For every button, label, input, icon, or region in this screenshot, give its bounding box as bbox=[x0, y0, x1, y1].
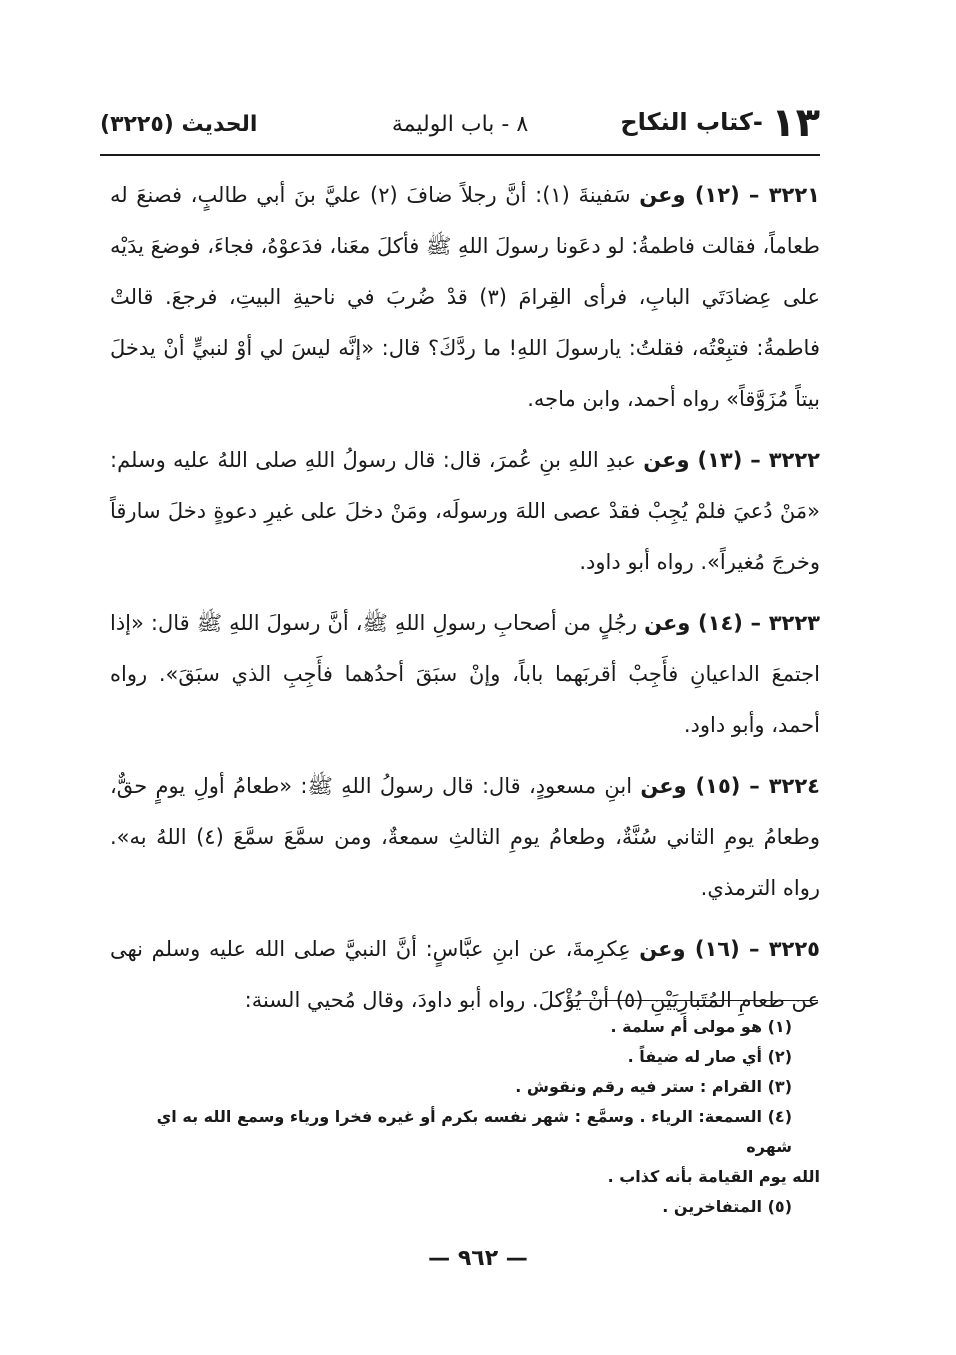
footnote-4: (٤) السمعة: الرياء . وسمَّع : شهر نفسه بكرم أو غيره فخرا ورياء وسمع الله به اي شهره bbox=[156, 1107, 792, 1156]
hadith-3223 bbox=[110, 598, 820, 751]
hadith-3225 bbox=[110, 924, 820, 1026]
hadith-range: الحديث (٣٢٢٥) bbox=[100, 112, 258, 137]
footnotes bbox=[120, 1012, 820, 1222]
footnote-divider bbox=[568, 1000, 818, 1001]
hadith-3221 bbox=[110, 170, 820, 425]
book-title-text: -كتاب النكاح bbox=[620, 108, 763, 136]
page-header bbox=[100, 92, 820, 152]
page-number: — ٩٦٢ — bbox=[428, 1246, 528, 1271]
footnote-4-continued: الله يوم القيامة بأنه كذاب . bbox=[607, 1167, 820, 1186]
hadith-number: ٣٢٢١ – (١٢) وعن bbox=[639, 183, 820, 207]
footnote-3: (٣) القرام : ستر فيه رقم ونقوش . bbox=[515, 1077, 792, 1096]
main-text bbox=[110, 170, 820, 1036]
hadith-text: رجُلٍ من أصحابِ رسولِ اللهِ ﷺ، أنَّ رسولَ اللهِ ﷺ قال: «إذا اجتمعَ الداعيانِ فأَجِبْ أقربَهما باباً، وإنْ سبَقَ أحدُهما فأَجِبِ الذي سبَقَ». رواه أحمد، وأبو داود. bbox=[110, 611, 820, 737]
header-divider bbox=[100, 154, 820, 156]
hadith-text: سَفينةَ (١): أنَّ رجلاً ضافَ (٢) عليَّ بنَ أبي طالبٍ، فصنعَ له طعاماً، فقالت فاطمةُ: لو دعَونا رسولَ اللهِ ﷺ فأكلَ معَنا، فدَعوْهُ، فجاءَ، فوضعَ يدَيْه على عِضادَتَي البابِ، فرأى القِرامَ (٣) قدْ ضُربَ في ناحيةِ البيتِ، فرجعَ. قالتْ فاطمةُ: فتبِعْتُه، فقلتُ: يارسولَ اللهِ! ما ردَّكَ؟ قال: «إنَّه ليسَ لي أوْ لنبيٍّ أنْ يدخلَ بيتاً مُزَوَّقاً» رواه أحمد، وابن ماجه. bbox=[110, 183, 820, 411]
footnote-5: (٥) المتفاخرين . bbox=[662, 1197, 792, 1216]
book-title bbox=[620, 100, 820, 146]
hadith-number: ٣٢٢٣ – (١٤) وعن bbox=[644, 611, 820, 635]
hadith-text: عبدِ اللهِ بنِ عُمرَ، قال: قال رسولُ اللهِ صلى اللهُ عليه وسلم: «مَنْ دُعيَ فلمْ يُجِبْ فقدْ عصى اللهَ ورسولَه، ومَنْ دخلَ على غيرِ دعوةٍ دخلَ سارقاً وخرجَ مُغيراً». رواه أبو داود. bbox=[110, 448, 820, 574]
hadith-3224 bbox=[110, 761, 820, 914]
footnote-2: (٢) أي صار له ضيفاً . bbox=[627, 1047, 792, 1066]
hadith-number: ٣٢٢٤ – (١٥) وعن bbox=[640, 774, 820, 798]
hadith-number: ٣٢٢٢ – (١٣) وعن bbox=[643, 448, 820, 472]
footnote-1: (١) هو مولى أم سلمة . bbox=[610, 1017, 792, 1036]
chapter-title: ٨ - باب الوليمة bbox=[391, 112, 529, 137]
hadith-3222 bbox=[110, 435, 820, 588]
book-number: ١٣ bbox=[771, 100, 820, 146]
hadith-text: ابنِ مسعودٍ، قال: قال رسولُ اللهِ ﷺ: «طعامُ أولِ يومٍ حقٌّ، وطعامُ يومِ الثاني سُنَّةٌ، وطعامُ يومِ الثالثِ سمعةٌ، ومن سمَّعَ سمَّعَ (٤) اللهُ به». رواه الترمذي. bbox=[110, 774, 820, 900]
hadith-text: عِكرِمةَ، عن ابنِ عبَّاسٍ: أنَّ النبيَّ صلى الله عليه وسلم نهى عن طعامِ المُتَبارِيَيْنِ (٥) أنْ يُؤْكلَ. رواه أبو داودَ، وقال مُحيي السنة: bbox=[110, 937, 820, 1012]
hadith-number: ٣٢٢٥ – (١٦) وعن bbox=[639, 937, 820, 961]
